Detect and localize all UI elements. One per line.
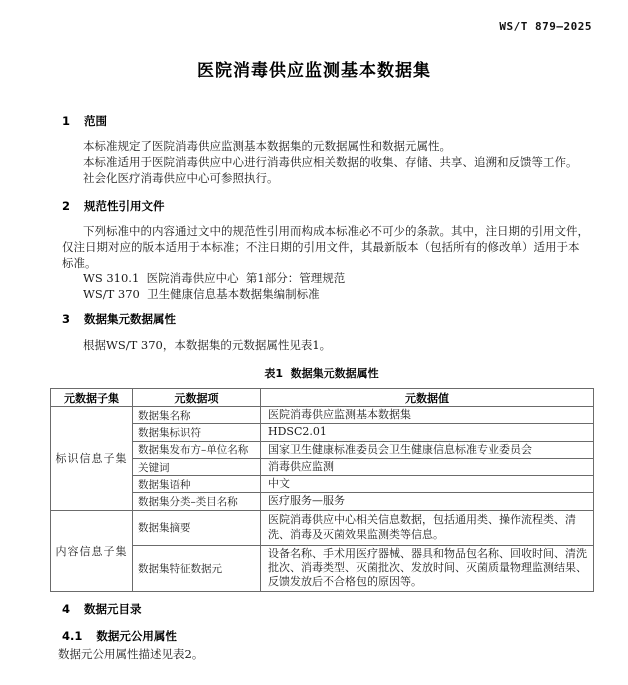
metadata-value: HDSC2.01	[261, 424, 594, 441]
metadata-value: 国家卫生健康标准委员会卫生健康信息标准专业委员会	[261, 441, 594, 458]
section-2-heading	[62, 198, 165, 214]
table-1-caption: 表1 数据集元数据属性	[264, 367, 379, 380]
section-3-number: 3	[62, 312, 71, 326]
paragraph-line: 根据WS/T 370，本数据集的元数据属性见表1。	[83, 338, 332, 352]
section-4-paragraph	[58, 647, 203, 663]
section-4-title: 数据元目录	[84, 602, 142, 616]
section-2-number: 2	[62, 199, 71, 213]
table-row	[51, 510, 594, 545]
metadata-value: 医疗服务—服务	[261, 493, 594, 510]
paragraph-line: 本标准规定了医院消毒供应监测基本数据集的元数据属性和数据元属性。	[83, 139, 451, 153]
table-row	[51, 476, 594, 493]
section-1-paragraph	[62, 139, 578, 186]
metadata-value: 设备名称、手术用医疗器械、器具和物品包名称、回收时间、清洗批次、消毒类型、灭菌批次、发放时间、灭菌质量物理监测结果、反馈发放后不合格包的原因等。	[261, 545, 594, 591]
standard-number: WS/T 879—2025	[499, 20, 592, 33]
section-3-title: 数据集元数据属性	[84, 312, 177, 326]
paragraph-line: 标准。	[62, 255, 97, 270]
table-row	[51, 493, 594, 510]
section-1-title: 范围	[84, 114, 108, 128]
metadata-item: 数据集标识符	[133, 424, 261, 441]
metadata-value: 消毒供应监测	[261, 458, 594, 475]
metadata-item: 数据集语种	[133, 476, 261, 493]
metadata-value: 医院消毒供应中心相关信息数据，包括通用类、操作流程类、清洗、消毒及灭菌效果监测类等信息。	[261, 510, 594, 545]
metadata-value: 中文	[261, 476, 594, 493]
paragraph-line: 数据元公用属性描述见表2。	[58, 647, 204, 661]
paragraph-line: 社会化医疗消毒供应中心可参照执行。	[83, 170, 279, 185]
table-row	[51, 458, 594, 475]
group-label-identification: 标识信息子集	[51, 407, 133, 511]
table-row	[51, 407, 594, 424]
section-4-number: 4	[62, 602, 71, 616]
section-1-heading	[62, 113, 107, 129]
paragraph-line: 本标准适用于医院消毒供应中心进行消毒供应相关数据的收集、存储、共享、追溯和反馈等工作。	[83, 154, 578, 169]
document-title: 医院消毒供应监测基本数据集	[197, 61, 431, 81]
column-header-value: 元数据值	[261, 389, 594, 407]
section-4-1-heading	[62, 628, 177, 644]
section-2-title: 规范性引用文件	[84, 199, 165, 213]
section-2-paragraph	[62, 224, 589, 303]
paragraph-line: 下列标准中的内容通过文中的规范性引用而构成本标准必不可少的条款。其中，注日期的引用文件，	[83, 224, 589, 238]
metadata-item: 数据集特征数据元	[133, 545, 261, 591]
section-4-1-title: 数据元公用属性	[96, 629, 177, 643]
table-header-row	[51, 389, 594, 407]
paragraph-line: 仅注日期对应的版本适用于本标准；不注日期的引用文件，其最新版本（包括所有的修改单）适用于本	[62, 239, 580, 254]
metadata-item: 关键词	[133, 458, 261, 475]
column-header-item: 元数据项	[133, 389, 261, 407]
table-row	[51, 545, 594, 591]
metadata-item: 数据集分类–类目名称	[133, 493, 261, 510]
column-header-subset: 元数据子集	[51, 389, 133, 407]
reference-item: WS 310.1 医院消毒供应中心 第1部分：管理规范	[83, 271, 346, 286]
metadata-item: 数据集摘要	[133, 510, 261, 545]
metadata-item: 数据集名称	[133, 407, 261, 424]
section-4-1-number: 4.1	[62, 629, 83, 643]
section-3-heading	[62, 311, 176, 327]
metadata-item: 数据集发布方–单位名称	[133, 441, 261, 458]
section-4-heading	[62, 601, 142, 617]
metadata-value: 医院消毒供应监测基本数据集	[261, 407, 594, 424]
section-1-number: 1	[62, 114, 71, 128]
table-row	[51, 441, 594, 458]
group-label-content: 内容信息子集	[51, 510, 133, 591]
reference-item: WS/T 370 卫生健康信息基本数据集编制标准	[83, 287, 320, 302]
section-3-paragraph	[62, 338, 331, 354]
table-row	[51, 424, 594, 441]
metadata-table	[50, 388, 594, 592]
